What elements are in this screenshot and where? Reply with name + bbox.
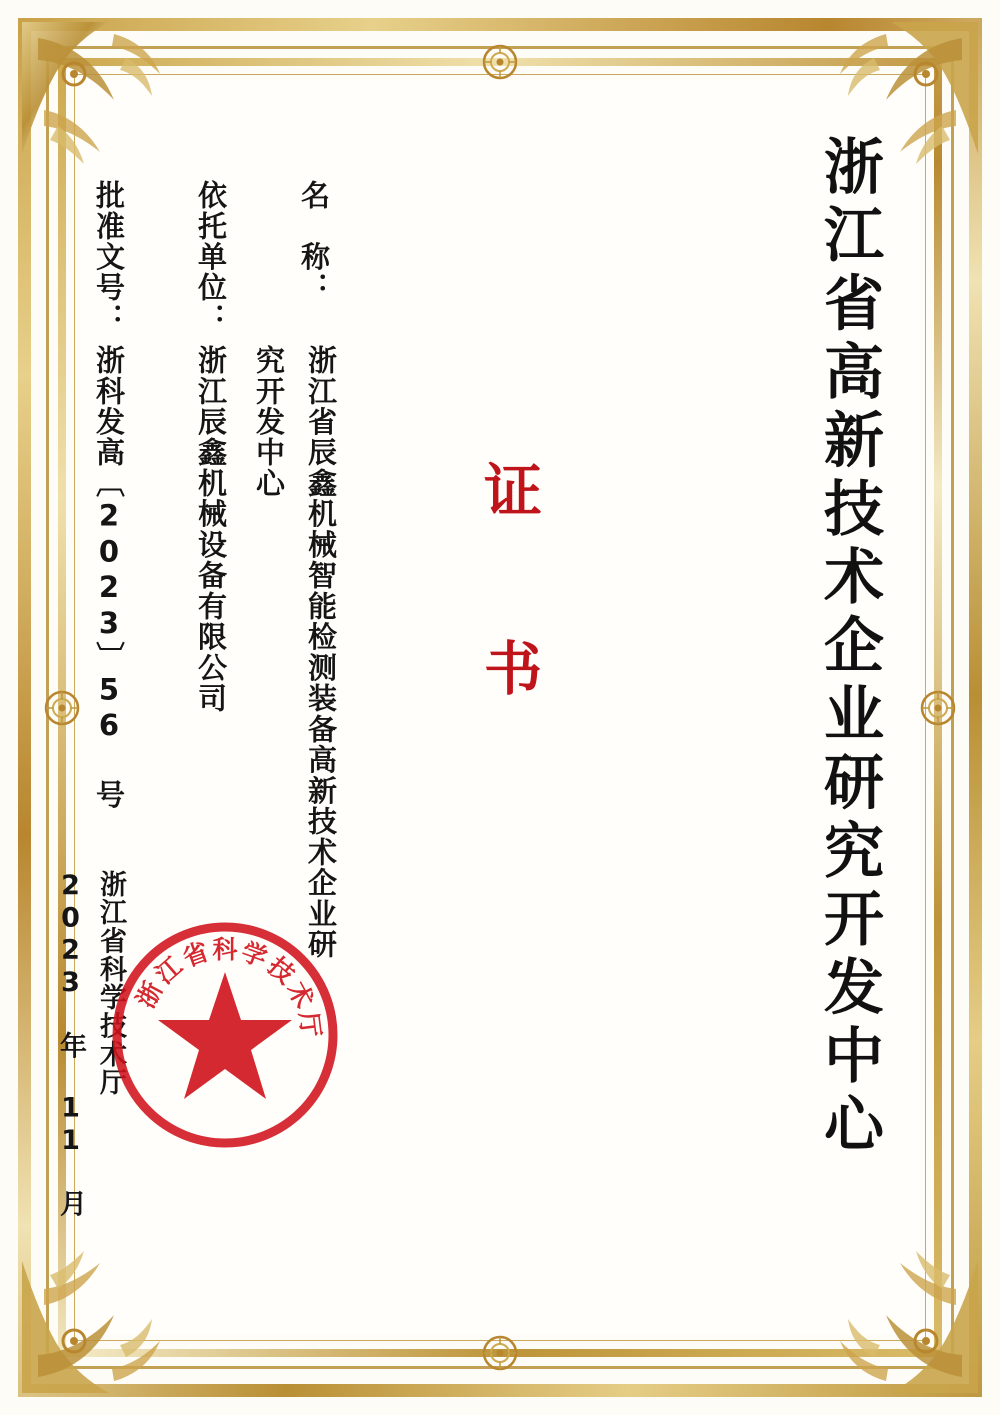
svg-text:江: 江 <box>149 951 188 990</box>
svg-text:技: 技 <box>262 951 301 990</box>
field-label-unit-text: 依托单位： <box>194 180 228 334</box>
field-label-name-text: 名 称： <box>297 180 331 303</box>
field-value-unit: 浙江辰鑫机械设备有限公司 <box>194 345 228 714</box>
svg-text:学: 学 <box>237 936 271 973</box>
svg-text:科: 科 <box>212 935 238 964</box>
svg-text:浙: 浙 <box>130 977 169 1013</box>
svg-text:厅: 厅 <box>293 1010 326 1039</box>
certificate-subtitle: 证 书 <box>474 460 542 723</box>
field-label-name <box>294 180 335 303</box>
official-seal-stamp <box>100 910 350 1160</box>
field-value-document-number: 浙科发高〔2023〕56 号 <box>92 345 126 811</box>
field-label-document-number-text: 批准文号： <box>92 180 126 334</box>
page-title: 浙江省高新技术企业研究开发中心 <box>814 135 884 1161</box>
field-label-document-number <box>89 180 130 334</box>
svg-text:术: 术 <box>281 977 320 1013</box>
field-value-name-line1: 浙江省辰鑫机械智能检测装备高新技术企业研 <box>304 345 338 960</box>
svg-text:省: 省 <box>179 936 213 973</box>
field-label-unit <box>191 180 232 334</box>
field-value-name-line2: 究开发中心 <box>252 345 286 499</box>
issue-date: 2023 年 11 月 <box>55 870 86 1218</box>
certificate-content <box>55 80 920 1335</box>
issuer-name: 浙江省科学技术厅 <box>95 870 126 1097</box>
